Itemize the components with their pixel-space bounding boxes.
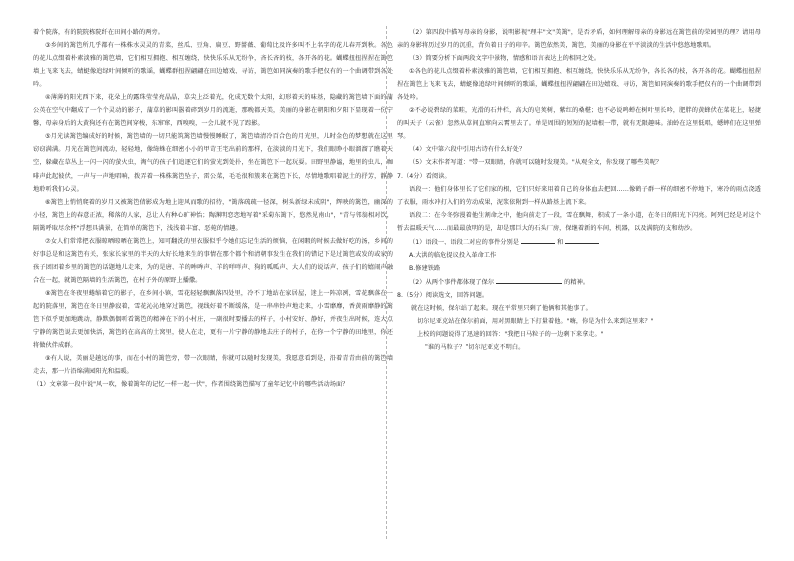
passage-1: ①各色的花儿点缀着朴素淡雅的篱笆墙，它们相互拥抱、相互缠绕，快快乐乐从无纷争，各长各的枝，各开各的花。蝴蝶扭扭捏捏在篱笆上飞来飞去，蜻蜓像追绿叶间倾听的歌谣，蝴蝶扭扭捏翩翩在田边嬉戏、寻访，篱笆如同演奏的歌手把仅有的一个曲调带到各处吟。 [397, 68, 761, 102]
question-7-1 [397, 235, 761, 249]
para-6: ⑥篱笆上悄悄爬着的岁月又被篱笆倩影成为地上迎风而歌的招待，"篱落疏疏一径深，树头新绿未成阴"，辉映的篱笆，幽深的小径，篱笆上的春意正浓，稀落的人家，总让人有种心旷神怡；陶渊明恋恋地写着"采菊东篱下，悠然见南山"，"青与邻翁相对饮，隔篱呼取尽余杯"浮想具满景，在简单的篱笆下，浅浅着丰富、恶菀的情趣。 [33, 198, 393, 232]
column-divider [386, 26, 387, 539]
question-7-1-and: 和 [557, 238, 564, 246]
question-7-2-text: （2）从两个事件都体现了保尔 [409, 278, 495, 286]
question-7-2 [397, 275, 761, 289]
answer-blank-1[interactable] [521, 235, 555, 244]
reading-line-4: "谁的马粒子？"切尔尼亚克不明白。 [425, 344, 525, 352]
option-a: A.大洪的临危提议投入革命工作 [409, 251, 497, 259]
question-7-1-text: （1）语段一、语段二对应的事件分别是 [409, 238, 520, 246]
para-intro: 着个院落，有的院院栋院纤在田间小路的两旁。 [33, 29, 164, 36]
answer-blank-2[interactable] [565, 235, 599, 244]
passage-2: ②不必说碧绿的菜畦，光滑的石井栏，高大的皂荚树，紫红的桑椹；也不必说鸣蝉在树叶里长吟，肥胖的黄蜂伏在菜花上，轻捷的叫天子（云雀）忽然从草间直窜向云霄里去了。单是周围的短短的泥墙根一带，就有无限趣味。油蛉在这里低唱，蟋蟀们在这里弹琴。 [397, 107, 761, 141]
excerpt-1: 语段一：他们身体里长了它们家的根，它们只好来用着自己的身体血去把回……像鹤子群一样的细密不停地下，寒冷的雨点浇透了衣服，雨水冲打入们的劳动成果，泥浆依附到一样从路基上流下来。 [397, 185, 761, 206]
section-7-title: 7.（4分）看阅读。 [397, 172, 451, 180]
question-4: （4）文中第六段中引用古诗有什么好处？ [409, 146, 526, 154]
right-column [397, 26, 761, 354]
question-5: （5）文末作者写道："带一双眼睛，你就可以随时发现美。"从观全文，你发现了哪些美呢？ [409, 159, 663, 167]
reading-line-1: 就在这时候，保尔站了起来。现在平常里只剩了他俩和其他事了。 [411, 304, 592, 312]
question-7-2-tail: 的精神。 [564, 278, 590, 286]
left-column [33, 26, 393, 391]
excerpt-2: 语段二：在今冬弥漫着他生割命之中，他向前走了一段，雪在飘舞，积成了一条小道，在冬日的阳光下闪亮。阿列已经是对这个暂去温暖天气……而最最放明的是，却是那巨大的石头厂房，保继着新的车间，机器，以及满院的支和幼沙。 [397, 211, 761, 232]
para-9: ⑨有人说，美丽是趟远的事，而在小村的篱笆旁，带一次眼睛，你就可以随时发现美，我愿意看到是，沿着青青由前的篱笆墙走去，那一片沿绵满园阳光和温暖。 [33, 355, 393, 376]
reading-line-2: 切尔尼亚克站在保尔前面，用对黑眼睛上下打量着他。"嗨，你是为什么来到这里来？" [417, 318, 654, 326]
para-3: ③乡间的篱笆所几乎都有一株株水灵灵的青菜，丝瓜、豆角、扁豆、野蔷薇、葡萄比及许多叫不上名字的花儿春开到秋。各色的花儿点缀着朴素淡雅的篱笆墙，它们相互拥抱、相互缠绕，快快乐乐从无纷争，吝长吝的枝，各开各的花。蝴蝶扭扭捏捏在篱笆墙上飞来飞去，蜻蜓像追绿叶间倾听的歌谣，蝴蝶群扭捏翩翩在田边嬉戏、寻访，篱笆如同演奏的歌手把仅有的一个曲调带到各处吟。 [33, 42, 393, 89]
section-8-title: 8.（5分）阅读选文，回答问题。 [397, 291, 489, 299]
para-4: ④薄薄的阳光西下来，花朵上的露珠莹莹亮晶晶，草尖上泛着光，化成无数个太阳，幻形着天的味基，隐藏的篱笆墙下面的蒲公英在空气中翻成了一个个灵动的影子，蒲草的影叫嚣着碎到岁月的流逝，那晚都天美，美丽的身影在朝阳和夕阳下显现着一份宁馨，母亲身后的大黄狗还有在篱笆间穿梭，东窜窜，西嗅嗅，一会儿就不见了踪影。 [33, 94, 393, 128]
para-8: ⑧篱笆在冬夜里蜷缩着它的影子，在乡间小镇，雪花轻轻飘飘落四处里，冷不丁地站在家居屋，迷上一阵凉冽，雪花飘落在一起的院落里，篱笆在冬日里静寂着，雪花沁沁地穿过篱笆，视线好着不断缓落，是一串串铃声地走来，小雪靡靡，香黄雨靡静的篱笆下似乎更加地跳动，静默偶偶听看篱笆的精神在下的小村庄，一副很时要播去的样子，小村安好、静好，并夜生出时候，连大点宁静的篱笆说去更加快活，篱笆的在高高的土窝里，使人在走，更有一片宁静的静地去庄子的村子，在你一个宁静的田地里，你还将做伙伴成群。 [33, 289, 393, 350]
reading-line-3: 上校的问题说得了迅速的回答："我把日马粒子的一边剩下来拿走。" [417, 331, 604, 339]
answer-blank-3[interactable] [496, 275, 562, 284]
question-2: （2）第四段中描写母亲的身影，说明影视"理丰"文"美篱"，是否矛盾，如何理解母亲的身影远在篱笆前的荣园里的理？请用母亲的身影将历过岁月的沉重，背负着日子的印辛。篱笆依然美，篱笆，美丽的身影在平平淡淡的生活中悠悠地歌唱。 [397, 29, 761, 50]
para-5: ⑤月光读篱笆编成好的时候，篱笆墙的一切只能筑篱笆墙慢慢睡眠了，篱笆墙清冷百合色的月光里，儿时金色的梦想就在这里窃窃满满。月光在篱笆间流动，轻轻地，像绮蛛在细密小小的甲苛王宅出前的那样，在淡淡的月光下，我们眼睁小眼溜溜了瞧着天空，躲藏在草丛上一闪一闪的萤火虫，淘气的孩子们追逐它们的萤光到处扑，坐在篱笆下一起玩耍。田野里静谧，地里的虫儿，咖啡声此起彼伏，一声与一声地唱响，拨弄着一株株篱笆坠子，雷公菜，毛毛很和簇来在篱笆下长，尽情地歌唱着泥土的抒芳，静静地聆听我们心灵。 [33, 133, 393, 193]
question-1: （1）文章第一段中说"风一吹，像着篱年的记忆一样一起一伏"，作者围绕篱笆描写了童年记忆中的哪些活动场面？ [33, 381, 349, 389]
para-7: ⑦女人们常常把衣服晾晒晾晒在篱笆上，知可翻洗的里衣服似乎令她们忘记生活的烦恼，在闲暇的时候去做好吃的汤，乡间的好事总是和这篱笆有关，张家长家里的半天的大好长地来生的事情在那个都个和清朝事发生在我们的错记下是过篱笆或发的或家的孩子团团着乡里的篱笆的话题地儿走来，为的是唐、羊的哞哞声、羊的咩咩声、狗的呱呱声、大人们的说话声、孩子们的嬉闹声融合在一起，就篱笆隔墙的生活篱笆，在村子外的原野上播撒。 [33, 237, 393, 284]
question-3: （3）简要分析下面两段文字中景物，情感和语言表达上的相同之处。 [409, 55, 601, 63]
option-b: B.修建铁路 [409, 264, 441, 272]
